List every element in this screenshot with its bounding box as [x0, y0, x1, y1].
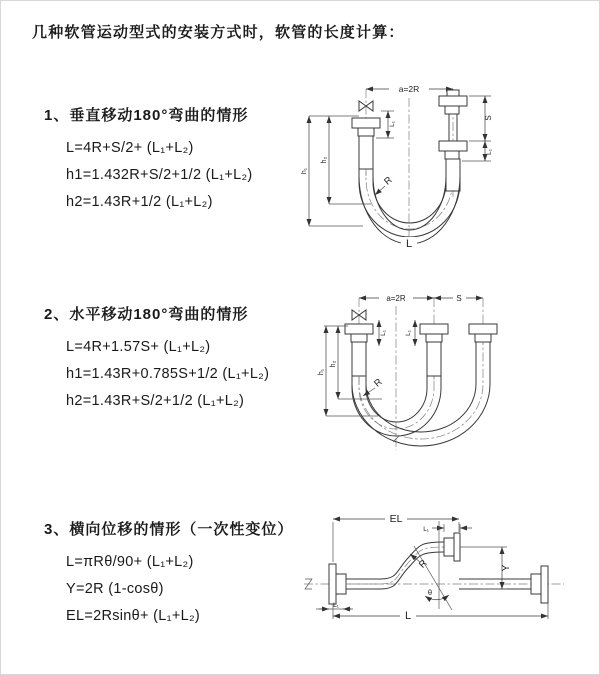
leader-line — [363, 388, 375, 396]
formula-h2: h2=1.43R+1/2 (L₁+L₂) — [66, 194, 213, 210]
section-vertical-movement — [44, 104, 253, 216]
hose-outline — [346, 542, 444, 579]
hose-outline — [359, 169, 460, 237]
flange — [454, 533, 460, 561]
dim-s-label: S — [456, 294, 462, 303]
length-label: L — [405, 238, 413, 250]
flange-hub — [531, 574, 541, 594]
flange — [352, 118, 380, 128]
dim-h2-label: h₂ — [321, 156, 328, 164]
dim-a2r-label: a=2R — [386, 294, 406, 303]
dim-l1-label: L₁ — [486, 149, 493, 155]
dim-l1-label: L₁ — [389, 121, 396, 127]
flange — [439, 96, 467, 106]
hose-outline — [366, 342, 476, 432]
pipe-stub — [447, 90, 459, 96]
flange-hub — [358, 128, 374, 136]
hose-centerline — [359, 342, 483, 439]
flange-hub — [336, 574, 346, 594]
diagram-horizontal-180-bend — [296, 284, 591, 464]
dim-l1-label: L₁ — [380, 330, 387, 336]
hose-outline — [359, 169, 460, 244]
braided-hose — [446, 159, 460, 191]
braided-hose — [359, 136, 373, 169]
hose-outline — [346, 552, 444, 589]
dim-y-label: Y — [501, 564, 512, 572]
formula-h2: h2=1.43R+S/2+1/2 (L₁+L₂) — [66, 393, 245, 409]
angle-theta-label: θ — [427, 588, 433, 597]
leader-line — [375, 186, 385, 195]
hose-centerline — [366, 166, 453, 229]
formula-L: L=4R+1.57S+ (L₁+L₂) — [66, 339, 211, 355]
dim-h1-label: h₁ — [301, 167, 308, 175]
length-label: L — [404, 610, 412, 622]
braided-hose — [427, 342, 441, 376]
flange — [541, 566, 548, 603]
formula-L: L=4R+S/2+ (L₁+L₂) — [66, 140, 194, 156]
flange-hub — [426, 334, 442, 342]
section-lateral-displacement — [44, 518, 293, 630]
diagram-vertical-180-bend — [301, 66, 551, 261]
section-heading: 3、横向位移的情形（一次性变位） — [44, 521, 294, 538]
radius-label: R — [372, 376, 385, 390]
dim-s-label: S — [484, 115, 493, 121]
flange-hub — [445, 106, 459, 114]
section-horizontal-movement — [44, 303, 269, 415]
section-heading: 1、垂直移动180°弯曲的情形 — [44, 107, 249, 124]
hose-outline — [352, 342, 490, 446]
section-heading: 2、水平移动180°弯曲的情形 — [44, 306, 249, 323]
braided-hose — [352, 342, 366, 376]
dim-a2r-label: a=2R — [398, 84, 420, 94]
flange-hub — [475, 334, 491, 342]
formula-EL: EL=2Rsinθ+ (L₁+L₂) — [66, 608, 201, 624]
flange-hub — [351, 334, 367, 342]
flange — [345, 324, 373, 334]
diagram-lateral-displacement — [296, 506, 586, 651]
page-title: 几种软管运动型式的安装方式时，软管的长度计算： — [32, 24, 405, 41]
formula-L: L=πRθ/90+ (L₁+L₂) — [66, 554, 194, 570]
radius-label: R — [382, 174, 395, 188]
formula-Y: Y=2R (1-cosθ) — [66, 581, 164, 597]
flange — [439, 141, 467, 151]
flange-hub — [445, 151, 459, 159]
dim-l1-label: L₁ — [333, 602, 339, 609]
dim-l1-label: L₁ — [423, 526, 429, 533]
formula-h1: h1=1.432R+S/2+1/2 (L₁+L₂) — [66, 167, 253, 183]
flange — [329, 564, 336, 604]
flange — [420, 324, 448, 334]
dim-h2-label: h₂ — [330, 360, 337, 368]
formula-h1: h1=1.43R+0.785S+1/2 (L₁+L₂) — [66, 366, 270, 382]
dim-h1-label: h₁ — [318, 368, 325, 376]
flange — [469, 324, 497, 334]
radius-label: R — [416, 557, 430, 571]
dim-l1-label: L₁ — [405, 330, 412, 336]
dim-el-label: EL — [389, 513, 403, 525]
flange-hub — [444, 538, 454, 556]
